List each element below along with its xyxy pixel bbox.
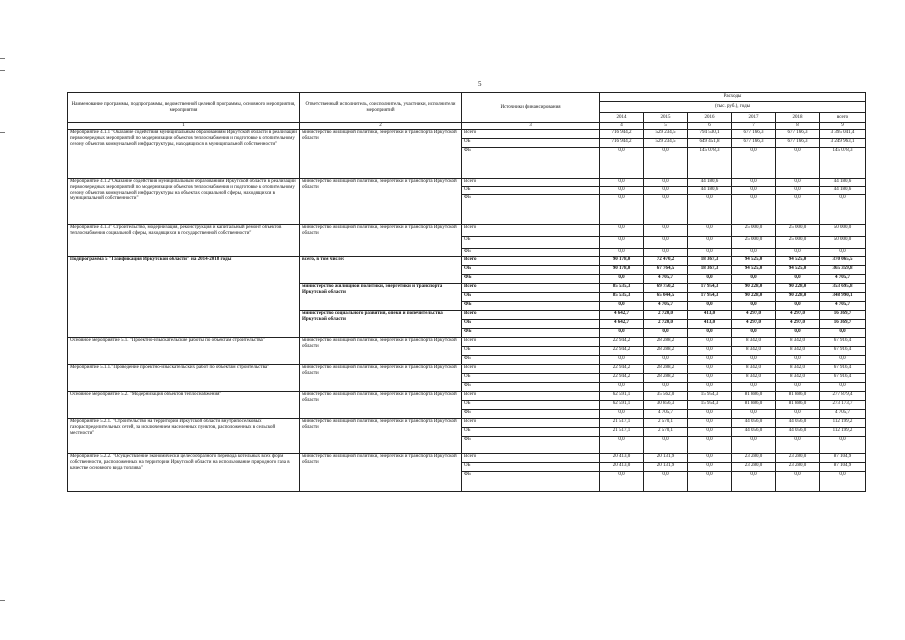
value-cell: 0,0 [688, 329, 732, 338]
value-cell: 22 944,2 [600, 365, 644, 374]
header-responsible: Ответственный исполнитель, соисполнитель, участники, исполнители мероприятий [300, 93, 462, 123]
value-cell: 0,0 [688, 356, 732, 365]
value-cell: 0,0 [732, 249, 776, 257]
value-cell: 0,0 [688, 249, 732, 257]
value-cell: 15 954,3 [688, 392, 732, 401]
value-cell: 0,0 [644, 179, 688, 187]
value-cell: 4 297,0 [732, 320, 776, 329]
value-cell: 30 856,3 [644, 401, 688, 410]
value-cell: 44 180,6 [688, 179, 732, 187]
value-cell: 0,0 [644, 148, 688, 179]
value-cell: 365 359,8 [820, 266, 866, 275]
value-cell: 4 705,7 [820, 302, 866, 311]
value-cell: 25 000,0 [732, 237, 776, 249]
value-cell: 0,0 [644, 237, 688, 249]
value-cell: 0,0 [688, 195, 732, 225]
value-cell: 0,0 [688, 374, 732, 383]
value-cell: 35 562,0 [644, 392, 688, 401]
value-cell: 0,0 [776, 179, 820, 187]
responsible-party: министерство жилищной политики, энергетики и транспорта Иркутской области [300, 365, 462, 392]
value-cell: 0,0 [600, 187, 644, 195]
value-cell: 20 413,0 [600, 454, 644, 463]
responsible-party: министерство жилищной политики, энергетики и транспорта Иркутской области [300, 419, 462, 454]
value-cell: 67 916,4 [820, 347, 866, 356]
value-cell: 0,0 [688, 338, 732, 347]
value-cell: 0,0 [776, 410, 820, 419]
source-cell: Всего [462, 130, 600, 139]
value-cell: 0,0 [600, 410, 644, 419]
source-cell: Всего [462, 311, 600, 320]
value-cell: 677 166,3 [732, 139, 776, 148]
table-row [68, 392, 866, 401]
value-cell: 0,0 [776, 249, 820, 257]
value-cell: 145 078,3 [820, 148, 866, 179]
value-cell: 677 166,3 [732, 130, 776, 139]
header-year: 2015 [644, 113, 688, 123]
value-cell: 4 642,7 [600, 320, 644, 329]
value-cell: 0,0 [644, 472, 688, 492]
value-cell: 0,0 [732, 275, 776, 284]
value-cell: 4 705,7 [644, 302, 688, 311]
value-cell: 0,0 [820, 249, 866, 257]
value-cell: 94 525,0 [732, 266, 776, 275]
value-cell: 649 451,8 [688, 139, 732, 148]
value-cell: 4 297,0 [732, 311, 776, 320]
value-cell: 794 530,1 [688, 130, 732, 139]
value-cell: 0,0 [732, 148, 776, 179]
value-cell: 3 395 041,4 [820, 130, 866, 139]
value-cell: 4 642,7 [600, 311, 644, 320]
value-cell: 0,0 [776, 472, 820, 492]
value-cell: 67 764,5 [644, 266, 688, 275]
value-cell: 44 056,0 [776, 428, 820, 437]
responsible-party: министерство жилищной политики, энергетики и транспорта Иркутской области [300, 284, 462, 311]
value-cell: 0,0 [644, 356, 688, 365]
value-cell: 0,0 [688, 472, 732, 492]
value-cell: 0,0 [688, 463, 732, 472]
value-cell: 145 078,3 [688, 148, 732, 179]
value-cell: 0,0 [732, 472, 776, 492]
value-cell: 4 705,7 [820, 275, 866, 284]
scan-edge-mark [0, 132, 5, 133]
value-cell: 8 342,0 [732, 374, 776, 383]
value-cell: 0,0 [732, 195, 776, 225]
column-number: 6 [688, 123, 732, 130]
value-cell: 0,0 [776, 187, 820, 195]
table-row [68, 419, 866, 428]
value-cell: 0,0 [732, 437, 776, 454]
responsible-party: министерство жилищной политики, энергетики и транспорта Иркутской области [300, 225, 462, 257]
value-cell: 20 131,9 [644, 463, 688, 472]
header-year: 2016 [688, 113, 732, 123]
value-cell: 23 280,0 [732, 463, 776, 472]
responsible-party: министерство жилищной политики, энергетики и транспорта Иркутской области [300, 179, 462, 225]
column-number: 4 [600, 123, 644, 130]
source-cell: Всего [462, 419, 600, 428]
subprogram-name: Подпрограмма 5 "Газификация Иркутской области" на 2014-2018 годы [68, 257, 300, 338]
value-cell: 81 886,0 [732, 401, 776, 410]
value-cell: 0,0 [732, 302, 776, 311]
value-cell: 0,0 [600, 249, 644, 257]
activity-name: Мероприятие 4.1.2"Оказание содействия муниципальным образованиям Иркутской области в реализации первоочередных мероприятий по модернизации объектов теплоснабжения и подготовке к отопительному сезону объектов коммунальной инфраструктуры на объектах социальной сферы, находящихся в муниципальной собственности" [68, 179, 300, 225]
value-cell: 0,0 [776, 437, 820, 454]
value-cell: 81 886,0 [776, 401, 820, 410]
value-cell: 0,0 [820, 437, 866, 454]
value-cell: 0,0 [776, 383, 820, 392]
source-cell: ФБ [462, 437, 600, 454]
value-cell: 0,0 [820, 195, 866, 225]
value-cell: 50 000,0 [820, 237, 866, 249]
activity-name: Основное мероприятие 5.1. "Проектно-изыскательские работы по объектам строительства" [68, 338, 300, 365]
value-cell: 25 000,0 [776, 237, 820, 249]
value-cell: 0,0 [688, 383, 732, 392]
value-cell: 44 180,6 [688, 187, 732, 195]
source-cell: Всего [462, 454, 600, 463]
table-row [68, 225, 866, 237]
responsible-party: министерство жилищной политики, энергетики и транспорта Иркутской области [300, 130, 462, 179]
value-cell: 0,0 [688, 347, 732, 356]
value-cell: 716 944,2 [600, 139, 644, 148]
value-cell: 0,0 [688, 302, 732, 311]
value-cell: 2 570,1 [644, 419, 688, 428]
value-cell: 8 342,0 [732, 365, 776, 374]
value-cell: 0,0 [776, 148, 820, 179]
value-cell: 370 065,5 [820, 257, 866, 266]
value-cell: 20 131,9 [644, 454, 688, 463]
value-cell: 8 342,0 [732, 338, 776, 347]
value-cell: 3 249 963,1 [820, 139, 866, 148]
value-cell: 21 517,1 [600, 419, 644, 428]
source-cell: Всего [462, 338, 600, 347]
value-cell: 44 180,6 [820, 179, 866, 187]
column-number: 8 [776, 123, 820, 130]
activity-name: Мероприятие 4.1.3" Строительство, модернизация, реконструкция и капитальный ремонт объектов теплоснабжения социальной сферы, находящихся в государственной собственности" [68, 225, 300, 257]
value-cell: 67 916,4 [820, 365, 866, 374]
source-cell: ОБ [462, 293, 600, 302]
value-cell: 716 944,2 [600, 130, 644, 139]
page-number: 5 [478, 80, 482, 88]
value-cell: 0,0 [600, 302, 644, 311]
column-number: 5 [644, 123, 688, 130]
source-cell: ОБ [462, 463, 600, 472]
value-cell: 112 199,2 [820, 428, 866, 437]
source-cell: ФБ [462, 148, 600, 179]
value-cell: 0,0 [688, 410, 732, 419]
value-cell: 90 228,0 [776, 293, 820, 302]
source-cell: ОБ [462, 374, 600, 383]
source-cell: ОБ [462, 187, 600, 195]
value-cell: 94 525,0 [776, 257, 820, 266]
source-cell: ФБ [462, 249, 600, 257]
value-cell: 112 199,2 [820, 419, 866, 428]
activity-name: Мероприятие 4.1.1 "Оказание содействия муниципальным образованиям Иркутской области в реализации первоочередных мероприятий по модернизации объектов теплоснабжения и подготовке к отопительному сезону объектов коммунальной инфраструктуры, находящихся в муниципальной собственности" [68, 130, 300, 179]
value-cell: 0,0 [600, 356, 644, 365]
source-cell: ОБ [462, 401, 600, 410]
table-row [68, 257, 866, 266]
table-row [68, 365, 866, 374]
source-cell: ФБ [462, 410, 600, 419]
value-cell: 0,0 [600, 179, 644, 187]
source-cell: ФБ [462, 195, 600, 225]
value-cell: 0,0 [644, 329, 688, 338]
header-year: 2018 [776, 113, 820, 123]
table-row [68, 130, 866, 139]
table-row [68, 338, 866, 347]
value-cell: 28 288,2 [644, 347, 688, 356]
value-cell: 22 944,2 [600, 347, 644, 356]
value-cell: 0,0 [732, 383, 776, 392]
value-cell: 17 954,3 [688, 284, 732, 293]
source-cell: ФБ [462, 383, 600, 392]
value-cell: 50 000,0 [820, 225, 866, 237]
value-cell: 0,0 [600, 437, 644, 454]
value-cell: 2 720,0 [644, 311, 688, 320]
value-cell: 25 000,0 [732, 225, 776, 237]
value-cell: 0,0 [688, 237, 732, 249]
source-cell: ФБ [462, 356, 600, 365]
scan-edge-mark [0, 600, 5, 601]
value-cell: 0,0 [600, 148, 644, 179]
value-cell: 20 413,0 [600, 463, 644, 472]
source-cell: Всего [462, 284, 600, 293]
value-cell: 4 705,7 [644, 410, 688, 419]
value-cell: 0,0 [688, 428, 732, 437]
value-cell: 18 367,3 [688, 257, 732, 266]
value-cell: 277 879,4 [820, 392, 866, 401]
value-cell: 0,0 [600, 329, 644, 338]
source-cell: ОБ [462, 139, 600, 148]
responsible-party: министерство жилищной политики, энергетики и транспорта Иркутской области [300, 338, 462, 365]
value-cell: 2 720,0 [644, 320, 688, 329]
value-cell: 90 178,0 [600, 266, 644, 275]
value-cell: 353 695,8 [820, 284, 866, 293]
value-cell: 62 591,1 [600, 401, 644, 410]
value-cell: 81 886,0 [776, 392, 820, 401]
value-cell: 0,0 [776, 195, 820, 225]
responsible-party: министерство жилищной политики, энергетики и транспорта Иркутской области [300, 454, 462, 492]
value-cell: 0,0 [688, 275, 732, 284]
value-cell: 4 297,0 [776, 311, 820, 320]
value-cell: 22 944,2 [600, 338, 644, 347]
value-cell: 94 525,0 [776, 266, 820, 275]
value-cell: 0,0 [644, 249, 688, 257]
value-cell: 413,0 [688, 311, 732, 320]
source-cell: ФБ [462, 275, 600, 284]
value-cell: 87 104,9 [820, 463, 866, 472]
value-cell: 2 570,1 [644, 428, 688, 437]
value-cell: 94 525,0 [732, 257, 776, 266]
budget-table [67, 92, 866, 492]
value-cell: 90 178,0 [600, 257, 644, 266]
value-cell: 81 886,0 [732, 392, 776, 401]
value-cell: 22 944,2 [600, 374, 644, 383]
value-cell: 15 954,3 [688, 401, 732, 410]
source-cell: ОБ [462, 266, 600, 275]
value-cell: 44 056,0 [732, 428, 776, 437]
source-cell: Всего [462, 257, 600, 266]
value-cell: 44 056,0 [732, 419, 776, 428]
source-cell: ОБ [462, 320, 600, 329]
source-cell: ФБ [462, 329, 600, 338]
header-year: 2014 [600, 113, 644, 123]
source-cell: ФБ [462, 472, 600, 492]
value-cell: 0,0 [732, 179, 776, 187]
value-cell: 17 954,3 [688, 293, 732, 302]
activity-name: Основное мероприятие 5.2. "Модернизация объектов теплоснабжения" [68, 392, 300, 419]
value-cell: 0,0 [776, 302, 820, 311]
value-cell: 4 705,7 [820, 410, 866, 419]
value-cell: 0,0 [644, 437, 688, 454]
table-row [68, 454, 866, 463]
value-cell: 0,0 [600, 195, 644, 225]
value-cell: 8 342,0 [732, 347, 776, 356]
value-cell: 0,0 [600, 472, 644, 492]
responsible-party: министерство социального развития, опеки и попечительства Иркутской области [300, 311, 462, 338]
value-cell: 0,0 [820, 383, 866, 392]
value-cell: 677 166,3 [776, 139, 820, 148]
value-cell: 0,0 [688, 365, 732, 374]
value-cell: 87 104,9 [820, 454, 866, 463]
value-cell: 65 044,5 [644, 293, 688, 302]
value-cell: 90 228,0 [732, 284, 776, 293]
value-cell: 4 297,0 [776, 320, 820, 329]
value-cell: 90 228,0 [732, 293, 776, 302]
value-cell: 8 342,0 [776, 365, 820, 374]
value-cell: 0,0 [644, 195, 688, 225]
header-units: (тыс. руб.), годы [600, 102, 866, 113]
header-source: Источники финансирования [462, 93, 600, 123]
value-cell: 44 180,6 [820, 187, 866, 195]
source-cell: ОБ [462, 428, 600, 437]
value-cell: 0,0 [820, 329, 866, 338]
value-cell: 0,0 [644, 187, 688, 195]
value-cell: 529 234,5 [644, 139, 688, 148]
value-cell: 0,0 [776, 329, 820, 338]
value-cell: 8 342,0 [776, 338, 820, 347]
value-cell: 85 535,3 [600, 293, 644, 302]
value-cell: 90 228,0 [776, 284, 820, 293]
value-cell: 28 288,2 [644, 374, 688, 383]
value-cell: 413,0 [688, 320, 732, 329]
value-cell: 348 990,1 [820, 293, 866, 302]
column-number: 1 [68, 123, 300, 130]
value-cell: 677 166,3 [776, 130, 820, 139]
value-cell: 273 173,7 [820, 401, 866, 410]
value-cell: 0,0 [688, 454, 732, 463]
value-cell: 18 367,3 [688, 266, 732, 275]
column-number: 2 [300, 123, 462, 130]
value-cell: 23 280,0 [732, 454, 776, 463]
value-cell: 0,0 [732, 356, 776, 365]
value-cell: 28 288,2 [644, 338, 688, 347]
value-cell: 0,0 [820, 356, 866, 365]
value-cell: 4 705,7 [644, 275, 688, 284]
value-cell: 16 369,7 [820, 320, 866, 329]
value-cell: 69 750,2 [644, 284, 688, 293]
value-cell: 0,0 [776, 275, 820, 284]
value-cell: 0,0 [644, 383, 688, 392]
header-name: Наименование программы, подпрограммы, ведомственной целевой программы, основного мероприятия, мероприятия [68, 93, 300, 123]
source-cell: ОБ [462, 237, 600, 249]
value-cell: 0,0 [600, 383, 644, 392]
source-cell: ФБ [462, 302, 600, 311]
value-cell: 21 517,1 [600, 428, 644, 437]
value-cell: 0,0 [776, 356, 820, 365]
value-cell: 62 591,1 [600, 392, 644, 401]
source-cell: Всего [462, 365, 600, 374]
value-cell: 8 342,0 [776, 374, 820, 383]
source-cell: ОБ [462, 347, 600, 356]
value-cell: 67 916,4 [820, 374, 866, 383]
header-year: 2017 [732, 113, 776, 123]
value-cell: 0,0 [688, 419, 732, 428]
source-cell: Всего [462, 179, 600, 187]
responsible-party: министерство жилищной политики, энергетики и транспорта Иркутской области [300, 392, 462, 419]
scan-edge-mark [0, 70, 5, 71]
value-cell: 0,0 [732, 187, 776, 195]
value-cell: 0,0 [600, 275, 644, 284]
value-cell: 0,0 [820, 472, 866, 492]
responsible-party: всего, в том числе: [300, 257, 462, 284]
value-cell: 23 280,0 [776, 454, 820, 463]
value-cell: 28 288,2 [644, 365, 688, 374]
value-cell: 0,0 [732, 410, 776, 419]
value-cell: 23 280,0 [776, 463, 820, 472]
column-number: 3 [462, 123, 600, 130]
value-cell: 72 470,2 [644, 257, 688, 266]
value-cell: 0,0 [644, 225, 688, 237]
header-year: всего [820, 113, 866, 123]
value-cell: 0,0 [600, 225, 644, 237]
column-number: 7 [732, 123, 776, 130]
activity-name: Мероприятие 5.2.1. "Строительство на территории Иркутской области внутрипоселковых газораспределительных сетей, за исключением населенных пунктов, расположенных в сельской местности" [68, 419, 300, 454]
table-row [68, 179, 866, 187]
value-cell: 0,0 [732, 329, 776, 338]
activity-name: Мероприятие 5.2.2. "Осуществление экономически целесообразного перевода котельных всех форм собственности, расположенных на территории Иркутской области на использование природного газа в качестве основного вида топлива" [68, 454, 300, 492]
value-cell: 0,0 [600, 237, 644, 249]
column-number: 9 [820, 123, 866, 130]
source-cell: Всего [462, 225, 600, 237]
activity-name: Мероприятие 5.1.1."Проведение проектно-изыскательских работ по объектам строительства" [68, 365, 300, 392]
source-cell: Всего [462, 392, 600, 401]
header-expenses: Расходы [600, 93, 866, 102]
value-cell: 25 000,0 [776, 225, 820, 237]
value-cell: 529 234,5 [644, 130, 688, 139]
value-cell: 16 369,7 [820, 311, 866, 320]
value-cell: 0,0 [688, 437, 732, 454]
value-cell: 67 916,4 [820, 338, 866, 347]
value-cell: 0,0 [688, 225, 732, 237]
value-cell: 44 056,0 [776, 419, 820, 428]
value-cell: 8 342,0 [776, 347, 820, 356]
scan-edge-mark [0, 58, 5, 59]
value-cell: 85 535,3 [600, 284, 644, 293]
